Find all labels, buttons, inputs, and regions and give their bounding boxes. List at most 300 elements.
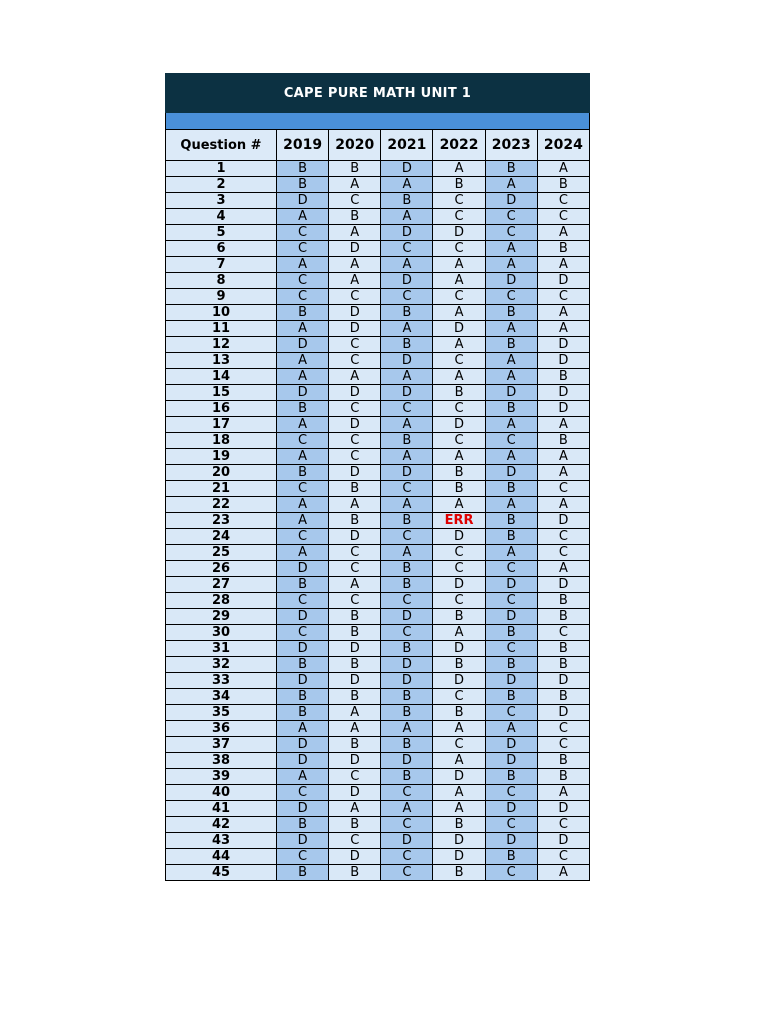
answer-cell: D (381, 833, 433, 849)
answer-cell: C (277, 849, 329, 865)
question-number: 42 (166, 817, 277, 833)
table-row (166, 321, 590, 337)
answer-cell: A (329, 801, 381, 817)
answer-cell: A (433, 497, 485, 513)
question-number: 21 (166, 481, 277, 497)
question-number: 11 (166, 321, 277, 337)
answer-cell: C (277, 529, 329, 545)
answer-cell: C (485, 865, 537, 881)
answer-cell: A (433, 369, 485, 385)
answer-cell: D (485, 577, 537, 593)
answer-cell: C (329, 353, 381, 369)
question-number: 26 (166, 561, 277, 577)
question-number: 35 (166, 705, 277, 721)
table-row (166, 801, 590, 817)
answer-cell: A (433, 273, 485, 289)
answer-cell: D (381, 385, 433, 401)
answer-cell: D (277, 385, 329, 401)
answer-cell: A (381, 449, 433, 465)
question-number: 18 (166, 433, 277, 449)
answer-cell: B (381, 689, 433, 705)
answer-cell: A (485, 369, 537, 385)
answer-cell: A (537, 305, 589, 321)
answer-cell: A (329, 369, 381, 385)
question-number: 31 (166, 641, 277, 657)
answer-cell: B (329, 657, 381, 673)
answer-cell: A (277, 545, 329, 561)
table-row (166, 193, 590, 209)
answer-cell: C (277, 225, 329, 241)
answer-cell: B (381, 305, 433, 321)
answer-cell: B (277, 865, 329, 881)
answer-cell: B (485, 529, 537, 545)
table-row (166, 289, 590, 305)
answer-cell: C (381, 289, 433, 305)
table-row (166, 673, 590, 689)
answer-cell: C (277, 289, 329, 305)
answer-cell: D (381, 353, 433, 369)
answer-cell: B (381, 577, 433, 593)
answer-cell: C (537, 721, 589, 737)
answer-cell: B (277, 305, 329, 321)
answer-cell: A (537, 417, 589, 433)
answer-cell: B (381, 337, 433, 353)
answer-cell: B (277, 689, 329, 705)
answer-cell: A (277, 257, 329, 273)
answer-cell: C (277, 785, 329, 801)
answer-cell: B (329, 625, 381, 641)
answer-cell: A (277, 721, 329, 737)
answer-cell: A (485, 177, 537, 193)
table-row (166, 689, 590, 705)
answer-cell: D (537, 401, 589, 417)
answer-cell: C (381, 593, 433, 609)
answer-cell: C (537, 289, 589, 305)
question-number: 28 (166, 593, 277, 609)
answer-cell: D (485, 193, 537, 209)
answer-cell: C (277, 433, 329, 449)
answer-cell: B (277, 177, 329, 193)
answer-cell: B (277, 401, 329, 417)
answer-cell: C (277, 625, 329, 641)
answer-cell: B (329, 481, 381, 497)
answer-cell: D (485, 465, 537, 481)
question-number: 41 (166, 801, 277, 817)
table-row (166, 401, 590, 417)
answer-cell: A (381, 497, 433, 513)
answer-cell: D (277, 609, 329, 625)
table-row (166, 609, 590, 625)
answer-cell: A (433, 785, 485, 801)
answer-cell: A (433, 449, 485, 465)
answer-cell: A (277, 417, 329, 433)
answer-cell: A (433, 161, 485, 177)
question-number: 45 (166, 865, 277, 881)
table-row (166, 529, 590, 545)
answer-cell: B (329, 513, 381, 529)
answer-cell: B (537, 753, 589, 769)
answer-cell: A (329, 225, 381, 241)
answer-cell: D (537, 273, 589, 289)
answer-cell: B (433, 609, 485, 625)
answer-cell: C (485, 641, 537, 657)
answer-cell: B (433, 481, 485, 497)
header-band (165, 113, 590, 129)
answer-cell: D (537, 705, 589, 721)
answer-cell: B (485, 305, 537, 321)
answer-cell: A (381, 177, 433, 193)
answer-cell: D (433, 529, 485, 545)
answer-cell: B (433, 817, 485, 833)
table-row (166, 465, 590, 481)
answer-cell: A (537, 449, 589, 465)
question-number: 14 (166, 369, 277, 385)
answer-cell: B (537, 769, 589, 785)
answer-cell: A (329, 273, 381, 289)
answer-cell: B (537, 657, 589, 673)
answer-cell: D (329, 753, 381, 769)
table-row (166, 641, 590, 657)
answer-cell: C (537, 209, 589, 225)
question-number: 8 (166, 273, 277, 289)
answer-cell: B (381, 737, 433, 753)
answer-cell: C (329, 401, 381, 417)
question-number: 22 (166, 497, 277, 513)
answer-cell: B (537, 241, 589, 257)
answer-cell: D (537, 337, 589, 353)
answer-cell: B (537, 177, 589, 193)
answer-cell: A (381, 257, 433, 273)
answer-cell: D (485, 737, 537, 753)
answer-cell: B (381, 705, 433, 721)
answer-cell: B (277, 657, 329, 673)
answer-cell: D (277, 193, 329, 209)
table-row (166, 625, 590, 641)
answer-cell: D (485, 273, 537, 289)
answer-cell: D (329, 465, 381, 481)
question-number: 7 (166, 257, 277, 273)
answer-cell: A (433, 305, 485, 321)
answer-cell: C (485, 705, 537, 721)
table-row (166, 769, 590, 785)
table-row (166, 433, 590, 449)
answer-cell: A (277, 513, 329, 529)
answer-cell: C (537, 817, 589, 833)
table-row (166, 833, 590, 849)
sheet-title: CAPE PURE MATH UNIT 1 (165, 73, 590, 113)
answer-cell: C (433, 193, 485, 209)
answer-cell: C (329, 449, 381, 465)
answer-cell: C (381, 625, 433, 641)
answer-cell: C (485, 593, 537, 609)
answer-cell: B (485, 481, 537, 497)
table-row (166, 561, 590, 577)
answer-cell: A (537, 257, 589, 273)
answer-cell: C (329, 433, 381, 449)
answer-cell: D (485, 801, 537, 817)
question-number: 17 (166, 417, 277, 433)
answer-cell: A (381, 721, 433, 737)
table-row (166, 161, 590, 177)
answer-cell: A (329, 577, 381, 593)
answer-cell: C (329, 337, 381, 353)
answer-cell: A (277, 769, 329, 785)
table-row (166, 849, 590, 865)
year-header-2024: 2024 (537, 130, 589, 161)
answer-cell: B (485, 513, 537, 529)
answer-cell: D (433, 849, 485, 865)
answer-cell: C (537, 529, 589, 545)
table-row (166, 337, 590, 353)
answer-cell: D (537, 353, 589, 369)
answer-cell: D (277, 673, 329, 689)
table-row (166, 817, 590, 833)
answer-cell: D (329, 305, 381, 321)
answer-cell: C (537, 849, 589, 865)
answer-cell: A (381, 801, 433, 817)
table-row (166, 177, 590, 193)
answer-cell: C (433, 593, 485, 609)
answer-cell: A (485, 417, 537, 433)
question-number: 37 (166, 737, 277, 753)
answer-cell: D (485, 673, 537, 689)
answer-cell: D (381, 225, 433, 241)
answer-cell: C (381, 817, 433, 833)
answer-cell: D (537, 833, 589, 849)
question-number: 15 (166, 385, 277, 401)
answer-cell: B (277, 705, 329, 721)
answer-cell: D (485, 609, 537, 625)
question-number: 5 (166, 225, 277, 241)
answer-table (165, 129, 590, 881)
answer-cell: A (381, 209, 433, 225)
answer-cell: C (277, 241, 329, 257)
answer-cell: B (381, 193, 433, 209)
answer-cell: B (433, 177, 485, 193)
table-row (166, 209, 590, 225)
answer-cell: C (485, 785, 537, 801)
answer-sheet (165, 73, 590, 881)
answer-cell: B (485, 161, 537, 177)
answer-cell: D (329, 241, 381, 257)
answer-cell: A (537, 785, 589, 801)
answer-cell: D (433, 641, 485, 657)
answer-cell: A (537, 225, 589, 241)
answer-cell: B (537, 593, 589, 609)
table-row (166, 369, 590, 385)
answer-cell: A (537, 321, 589, 337)
answer-cell: C (433, 433, 485, 449)
table-row (166, 577, 590, 593)
answer-cell: C (433, 209, 485, 225)
question-number: 13 (166, 353, 277, 369)
answer-cell: D (329, 673, 381, 689)
table-row (166, 273, 590, 289)
answer-cell: D (433, 833, 485, 849)
answer-cell: B (381, 641, 433, 657)
question-number: 29 (166, 609, 277, 625)
table-row (166, 449, 590, 465)
answer-cell: C (329, 289, 381, 305)
answer-cell: C (329, 193, 381, 209)
table-row (166, 785, 590, 801)
answer-cell: C (381, 849, 433, 865)
answer-cell: D (381, 753, 433, 769)
table-row (166, 241, 590, 257)
table-row (166, 353, 590, 369)
answer-cell: ERR (433, 513, 485, 529)
answer-cell: B (329, 817, 381, 833)
answer-cell: D (329, 321, 381, 337)
answer-cell: A (433, 625, 485, 641)
answer-cell: D (329, 641, 381, 657)
answer-cell: A (329, 497, 381, 513)
question-number: 39 (166, 769, 277, 785)
question-number: 36 (166, 721, 277, 737)
question-number: 1 (166, 161, 277, 177)
answer-cell: A (433, 721, 485, 737)
answer-cell: A (277, 321, 329, 337)
table-row (166, 385, 590, 401)
answer-rows (166, 161, 590, 881)
answer-cell: C (381, 785, 433, 801)
answer-cell: B (277, 161, 329, 177)
question-number: 38 (166, 753, 277, 769)
answer-cell: B (485, 401, 537, 417)
answer-cell: B (329, 609, 381, 625)
answer-cell: C (433, 689, 485, 705)
answer-cell: C (537, 193, 589, 209)
answer-cell: D (433, 417, 485, 433)
answer-cell: A (277, 449, 329, 465)
question-number: 4 (166, 209, 277, 225)
answer-cell: C (433, 737, 485, 753)
answer-cell: C (433, 401, 485, 417)
answer-cell: D (329, 385, 381, 401)
question-number: 40 (166, 785, 277, 801)
year-header-2021: 2021 (381, 130, 433, 161)
year-header-2020: 2020 (329, 130, 381, 161)
answer-cell: C (485, 289, 537, 305)
table-row (166, 705, 590, 721)
answer-cell: D (537, 577, 589, 593)
answer-cell: D (433, 769, 485, 785)
question-number: 30 (166, 625, 277, 641)
answer-cell: D (381, 657, 433, 673)
answer-cell: C (433, 241, 485, 257)
answer-cell: A (381, 321, 433, 337)
answer-cell: A (277, 353, 329, 369)
answer-cell: C (381, 529, 433, 545)
answer-cell: A (433, 337, 485, 353)
answer-cell: C (381, 481, 433, 497)
question-number: 3 (166, 193, 277, 209)
question-number: 10 (166, 305, 277, 321)
question-number: 2 (166, 177, 277, 193)
answer-cell: B (485, 337, 537, 353)
answer-cell: C (329, 593, 381, 609)
answer-cell: D (381, 673, 433, 689)
question-number: 9 (166, 289, 277, 305)
answer-cell: A (485, 353, 537, 369)
answer-cell: B (485, 657, 537, 673)
answer-cell: C (381, 241, 433, 257)
table-row (166, 257, 590, 273)
answer-cell: C (433, 289, 485, 305)
answer-cell: B (537, 641, 589, 657)
answer-cell: C (277, 593, 329, 609)
answer-cell: D (277, 833, 329, 849)
answer-cell: B (537, 433, 589, 449)
answer-cell: A (433, 753, 485, 769)
answer-cell: D (277, 561, 329, 577)
question-number: 25 (166, 545, 277, 561)
answer-cell: C (433, 353, 485, 369)
answer-cell: B (381, 561, 433, 577)
answer-cell: B (433, 865, 485, 881)
table-row (166, 545, 590, 561)
question-number: 19 (166, 449, 277, 465)
answer-cell: D (537, 385, 589, 401)
answer-cell: B (433, 385, 485, 401)
answer-cell: A (381, 369, 433, 385)
question-number: 6 (166, 241, 277, 257)
question-number: 23 (166, 513, 277, 529)
answer-cell: C (433, 561, 485, 577)
answer-cell: B (433, 465, 485, 481)
answer-cell: D (381, 273, 433, 289)
answer-cell: B (485, 849, 537, 865)
answer-cell: D (433, 225, 485, 241)
answer-cell: D (433, 577, 485, 593)
answer-cell: A (277, 497, 329, 513)
answer-cell: D (329, 417, 381, 433)
answer-cell: D (329, 849, 381, 865)
answer-cell: C (329, 561, 381, 577)
table-row (166, 225, 590, 241)
answer-cell: A (537, 561, 589, 577)
answer-cell: A (485, 449, 537, 465)
answer-cell: B (329, 865, 381, 881)
answer-cell: C (485, 433, 537, 449)
answer-cell: B (277, 817, 329, 833)
answer-cell: A (329, 177, 381, 193)
answer-cell: A (485, 497, 537, 513)
answer-cell: C (329, 769, 381, 785)
table-row (166, 513, 590, 529)
answer-cell: A (277, 369, 329, 385)
answer-cell: B (329, 689, 381, 705)
answer-cell: B (277, 465, 329, 481)
year-header-2022: 2022 (433, 130, 485, 161)
answer-cell: A (537, 465, 589, 481)
answer-cell: C (329, 833, 381, 849)
answer-cell: D (277, 801, 329, 817)
answer-cell: A (537, 865, 589, 881)
answer-cell: D (277, 337, 329, 353)
answer-cell: D (433, 321, 485, 337)
table-row (166, 737, 590, 753)
table-row (166, 417, 590, 433)
table-row (166, 657, 590, 673)
question-number: 16 (166, 401, 277, 417)
answer-cell: B (433, 657, 485, 673)
answer-cell: B (277, 577, 329, 593)
answer-cell: B (537, 689, 589, 705)
year-header-2019: 2019 (277, 130, 329, 161)
answer-cell: A (485, 545, 537, 561)
answer-cell: D (277, 753, 329, 769)
